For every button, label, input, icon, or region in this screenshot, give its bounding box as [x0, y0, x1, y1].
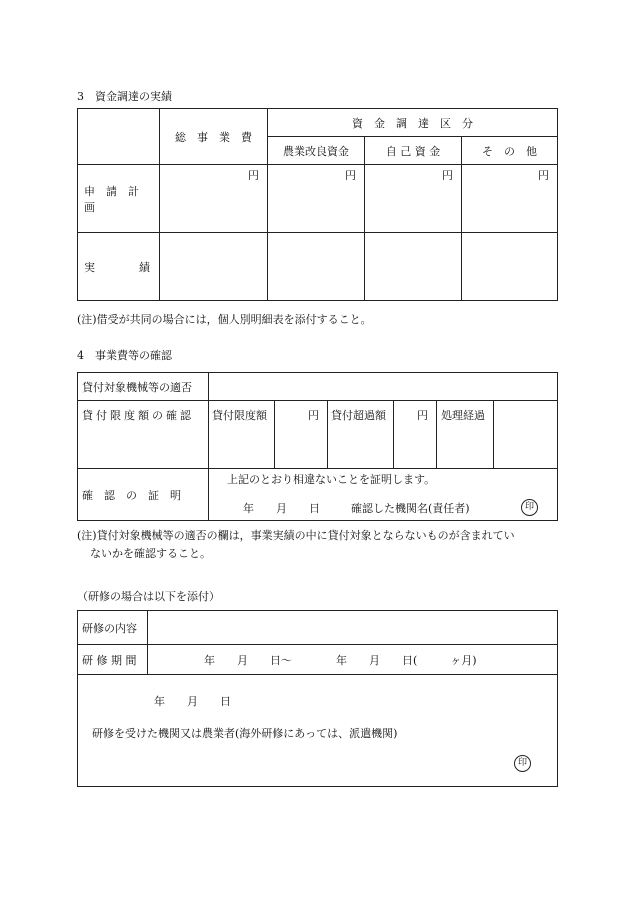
plan-total-cell[interactable]: 円 [160, 165, 268, 233]
training-table [77, 610, 558, 787]
sub-col-agri-loan: 農業改良資金 [268, 137, 365, 165]
row-label-plan: 申 請 計 画 [78, 165, 160, 233]
excess-amount-value[interactable]: 円 [394, 401, 437, 469]
corner-cell [78, 109, 160, 165]
limit-amount-label: 貸付限度額 [209, 401, 275, 469]
certifying-org-label: 確認した機関名(責任者) [351, 502, 470, 515]
confirmation-table [77, 372, 558, 521]
plan-other-cell[interactable]: 円 [462, 165, 558, 233]
plan-agri-loan-cell[interactable]: 円 [268, 165, 365, 233]
actual-total-cell[interactable] [160, 233, 268, 301]
certify-date: 年 月 日 [243, 502, 320, 515]
section4-note [77, 527, 567, 563]
seal-icon: 印 [521, 499, 538, 516]
certification-cell [209, 469, 558, 521]
sub-col-own-funds: 自 己 資 金 [365, 137, 462, 165]
training-institution-text: 研修を受けた機関又は農業者(海外研修にあっては、派遣機関) [92, 727, 398, 740]
excess-amount-label: 貸付超過額 [328, 401, 394, 469]
total-cost-header: 総 事 業 費 [160, 109, 268, 165]
certification-label: 確 認 の 証 明 [78, 469, 209, 521]
training-heading: （研修の場合は以下を添付） [77, 590, 220, 603]
actual-agri-loan-cell[interactable] [268, 233, 365, 301]
funding-table [77, 108, 558, 301]
limit-confirm-label: 貸付限度額の確認 [78, 401, 209, 469]
limit-amount-value[interactable]: 円 [275, 401, 328, 469]
eligibility-value[interactable] [209, 373, 558, 401]
certify-text: 上記のとおり相違ないことを証明します。 [227, 473, 436, 486]
actual-own-funds-cell[interactable] [365, 233, 462, 301]
training-period-value: 年 月 日〜 年 月 日( ヶ月) [148, 645, 558, 675]
table-row [78, 165, 558, 233]
section4-heading: 4 事業費等の確認 [77, 349, 172, 362]
training-content-label: 研修の内容 [78, 611, 148, 645]
row-label-actual: 実 績 [78, 233, 160, 301]
process-label: 処理経過 [437, 401, 494, 469]
training-date: 年 月 日 [154, 695, 231, 708]
plan-own-funds-cell[interactable]: 円 [365, 165, 462, 233]
section3-note: (注)借受が共同の場合には，個人別明細表を添付すること。 [77, 313, 372, 326]
sub-col-other: そ の 他 [462, 137, 558, 165]
section4-note-line1: (注)貸付対象機械等の適否の欄は，事業実績の中に貸付対象とならないものが含まれてい [77, 529, 515, 542]
training-content-value[interactable] [148, 611, 558, 645]
seal-icon: 印 [514, 755, 531, 772]
section3-heading: 3 資金調達の実績 [77, 90, 172, 103]
process-value[interactable] [494, 401, 558, 469]
section4-note-line2: ないかを確認すること。 [90, 547, 211, 560]
eligibility-label: 貸付対象機械等の適否 [78, 373, 209, 401]
actual-other-cell[interactable] [462, 233, 558, 301]
funding-category-header: 資 金 調 達 区 分 [268, 109, 558, 137]
training-institution-cell [78, 675, 558, 787]
training-period-label: 研 修 期 間 [78, 645, 148, 675]
table-row [78, 233, 558, 301]
